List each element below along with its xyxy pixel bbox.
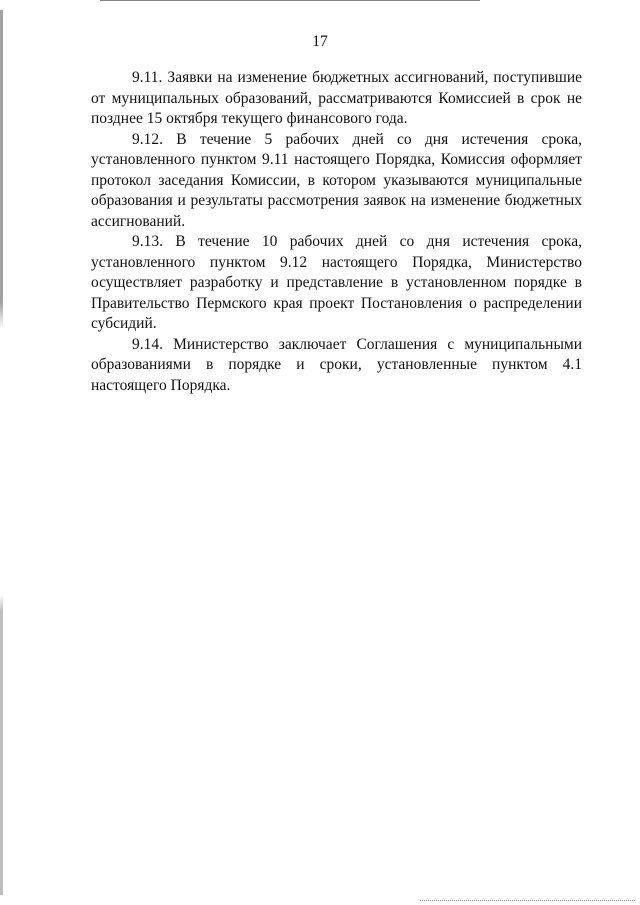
scan-artifact-bottom (420, 900, 635, 902)
paragraph-9-12: 9.12. В течение 5 рабочих дней со дня истечения срока, установленного пунктом 9.11 настоящего Порядка, Комиссия оформляет протокол заседания Комиссии, в котором указываются муниципальные образования и результаты рассмотрения заявок на изменение бюджетных ассигнований. (91, 130, 582, 230)
paragraph-9-11: 9.11. Заявки на изменение бюджетных ассигнований, поступившие от муниципальных образований, рассматриваются Комиссией в срок не позднее 15 октября текущего финансового года. (91, 69, 582, 127)
paragraph-9-13: 9.13. В течение 10 рабочих дней со дня истечения срока, установленного пунктом 9.12 настоящего Порядка, Министерство осуществляет разработку и представление в установленном порядке в Правительство Пермского края проект Постановления о распределении субсидий. (91, 233, 582, 332)
page-number: 17 (312, 33, 328, 50)
paragraph-9-14: 9.14. Министерство заключает Соглашения с муниципальными образованиями в порядке и сроки, установленные пунктом 4.1 настоящего Порядка. (91, 335, 582, 394)
scan-artifact-top (100, 0, 480, 1)
document-body (91, 68, 582, 396)
scan-artifact-left-edge (0, 10, 3, 895)
